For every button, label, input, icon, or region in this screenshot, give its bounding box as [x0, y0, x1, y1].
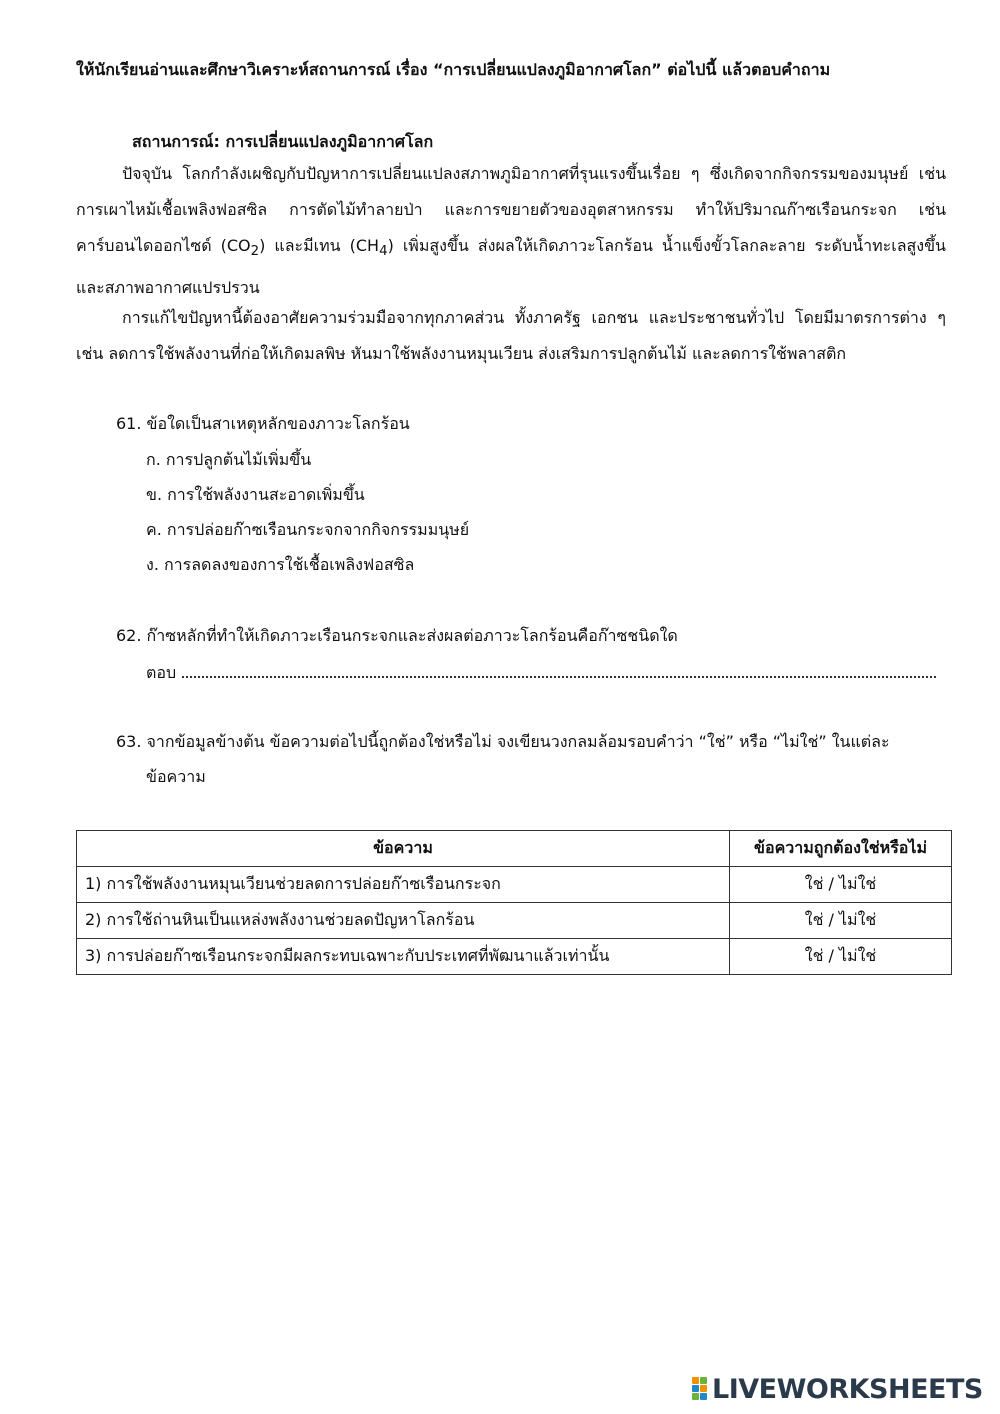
- scenario-paragraph-2: การแก้ไขปัญหานี้ต้องอาศัยความร่วมมือจากทุกภาคส่วน ทั้งภาครัฐ เอกชน และประชาชนทั่วไป โดยมีมาตรการต่าง ๆ เช่น ลดการใช้พลังงานที่ก่อให้เกิดมลพิษ หันมาใช้พลังงานหมุนเวียน ส่งเสริมการปลูกต้นไม้ และลดการใช้พลาสติก: [76, 308, 946, 363]
- statement-cell: 2) การใช้ถ่านหินเป็นแหล่งพลังงานช่วยลดปัญหาโลกร้อน: [77, 903, 730, 939]
- yes-no-choice[interactable]: ใช่ / ไม่ใช่: [730, 903, 952, 939]
- paragraph-1-part-a: ปัจจุบัน โลกกำลังเผชิญกับปัญหาการเปลี่ยนแปลงสภาพภูมิอากาศที่รุนแรงขึ้นเรื่อย ๆ ซึ่งเกิดจากกิจกรรมของมนุษย์ เช่น การเผาไหม้เชื้อเพลิงฟอสซิล การตัดไม้ทำลายป่า และการขยายตัวของอุตสาหกรรม ทำให้ปริมาณก๊าซเรือนกระจก เช่น คาร์บอนไดออกไซด์ (CO: [76, 164, 946, 255]
- statement-cell: 1) การใช้พลังงานหมุนเวียนช่วยลดการปล่อยก๊าซเรือนกระจก: [77, 867, 730, 903]
- yes-no-choice[interactable]: ใช่ / ไม่ใช่: [730, 867, 952, 903]
- table-header-row: [77, 831, 952, 867]
- scenario-paragraph-1: [76, 156, 946, 306]
- liveworksheets-logo: [692, 1374, 983, 1404]
- table-row: [77, 903, 952, 939]
- header-statement: ข้อความ: [77, 831, 730, 867]
- table-row: [77, 867, 952, 903]
- liveworksheets-logo-icon: [692, 1377, 708, 1401]
- ch4-subscript: 4: [379, 244, 388, 260]
- header-correctness: ข้อความถูกต้องใช่หรือไม่: [730, 831, 952, 867]
- logo-text: LIVEWORKSHEETS: [712, 1373, 983, 1405]
- statement-cell: 3) การปล่อยก๊าซเรือนกระจกมีผลกระทบเฉพาะกับประเทศที่พัฒนาแล้วเท่านั้น: [77, 939, 730, 975]
- question-63-continuation: ข้อความ: [146, 767, 206, 786]
- true-false-table: [76, 830, 952, 975]
- q62-answer-row: [146, 658, 936, 687]
- yes-no-choice[interactable]: ใช่ / ไม่ใช่: [730, 939, 952, 975]
- scenario-title: สถานการณ์: การเปลี่ยนแปลงภูมิอากาศโลก: [132, 132, 434, 151]
- question-63: 63. จากข้อมูลข้างต้น ข้อความต่อไปนี้ถูกต้องใช่หรือไม่ จงเขียนวงกลมล้อมรอบคำว่า “ใช่” หรือ “ไม่ใช่” ในแต่ละ: [116, 732, 890, 751]
- q62-answer-label: ตอบ: [146, 663, 177, 682]
- instruction-heading: ให้นักเรียนอ่านและศึกษาวิเคราะห์สถานการณ์ เรื่อง “การเปลี่ยนแปลงภูมิอากาศโลก” ต่อไปนี้ แล้วตอบคำถาม: [76, 60, 831, 79]
- q61-option-a[interactable]: ก. การปลูกต้นไม้เพิ่มขึ้น: [146, 450, 312, 469]
- question-62: 62. ก๊าซหลักที่ทำให้เกิดภาวะเรือนกระจกและส่งผลต่อภาวะโลกร้อนคือก๊าซชนิดใด: [116, 626, 678, 645]
- q61-option-c[interactable]: ค. การปล่อยก๊าซเรือนกระจกจากกิจกรรมมนุษย์: [146, 520, 470, 539]
- q62-answer-field[interactable]: [182, 658, 936, 678]
- co2-subscript: 2: [250, 244, 260, 260]
- paragraph-1-part-b: ) และมีเทน (CH: [259, 236, 380, 255]
- q61-option-d[interactable]: ง. การลดลงของการใช้เชื้อเพลิงฟอสซิล: [146, 555, 415, 574]
- paragraph-1-part-c: ) เพิ่มสูงขึ้น ส่งผลให้เกิดภาวะโลกร้อน น้ำแข็งขั้วโลกละลาย ระดับน้ำทะเลสูงขึ้น และสภาพอากาศแปรปรวน: [76, 236, 946, 298]
- question-61: 61. ข้อใดเป็นสาเหตุหลักของภาวะโลกร้อน: [116, 414, 410, 433]
- table-row: [77, 939, 952, 975]
- q61-option-b[interactable]: ข. การใช้พลังงานสะอาดเพิ่มขึ้น: [146, 485, 365, 504]
